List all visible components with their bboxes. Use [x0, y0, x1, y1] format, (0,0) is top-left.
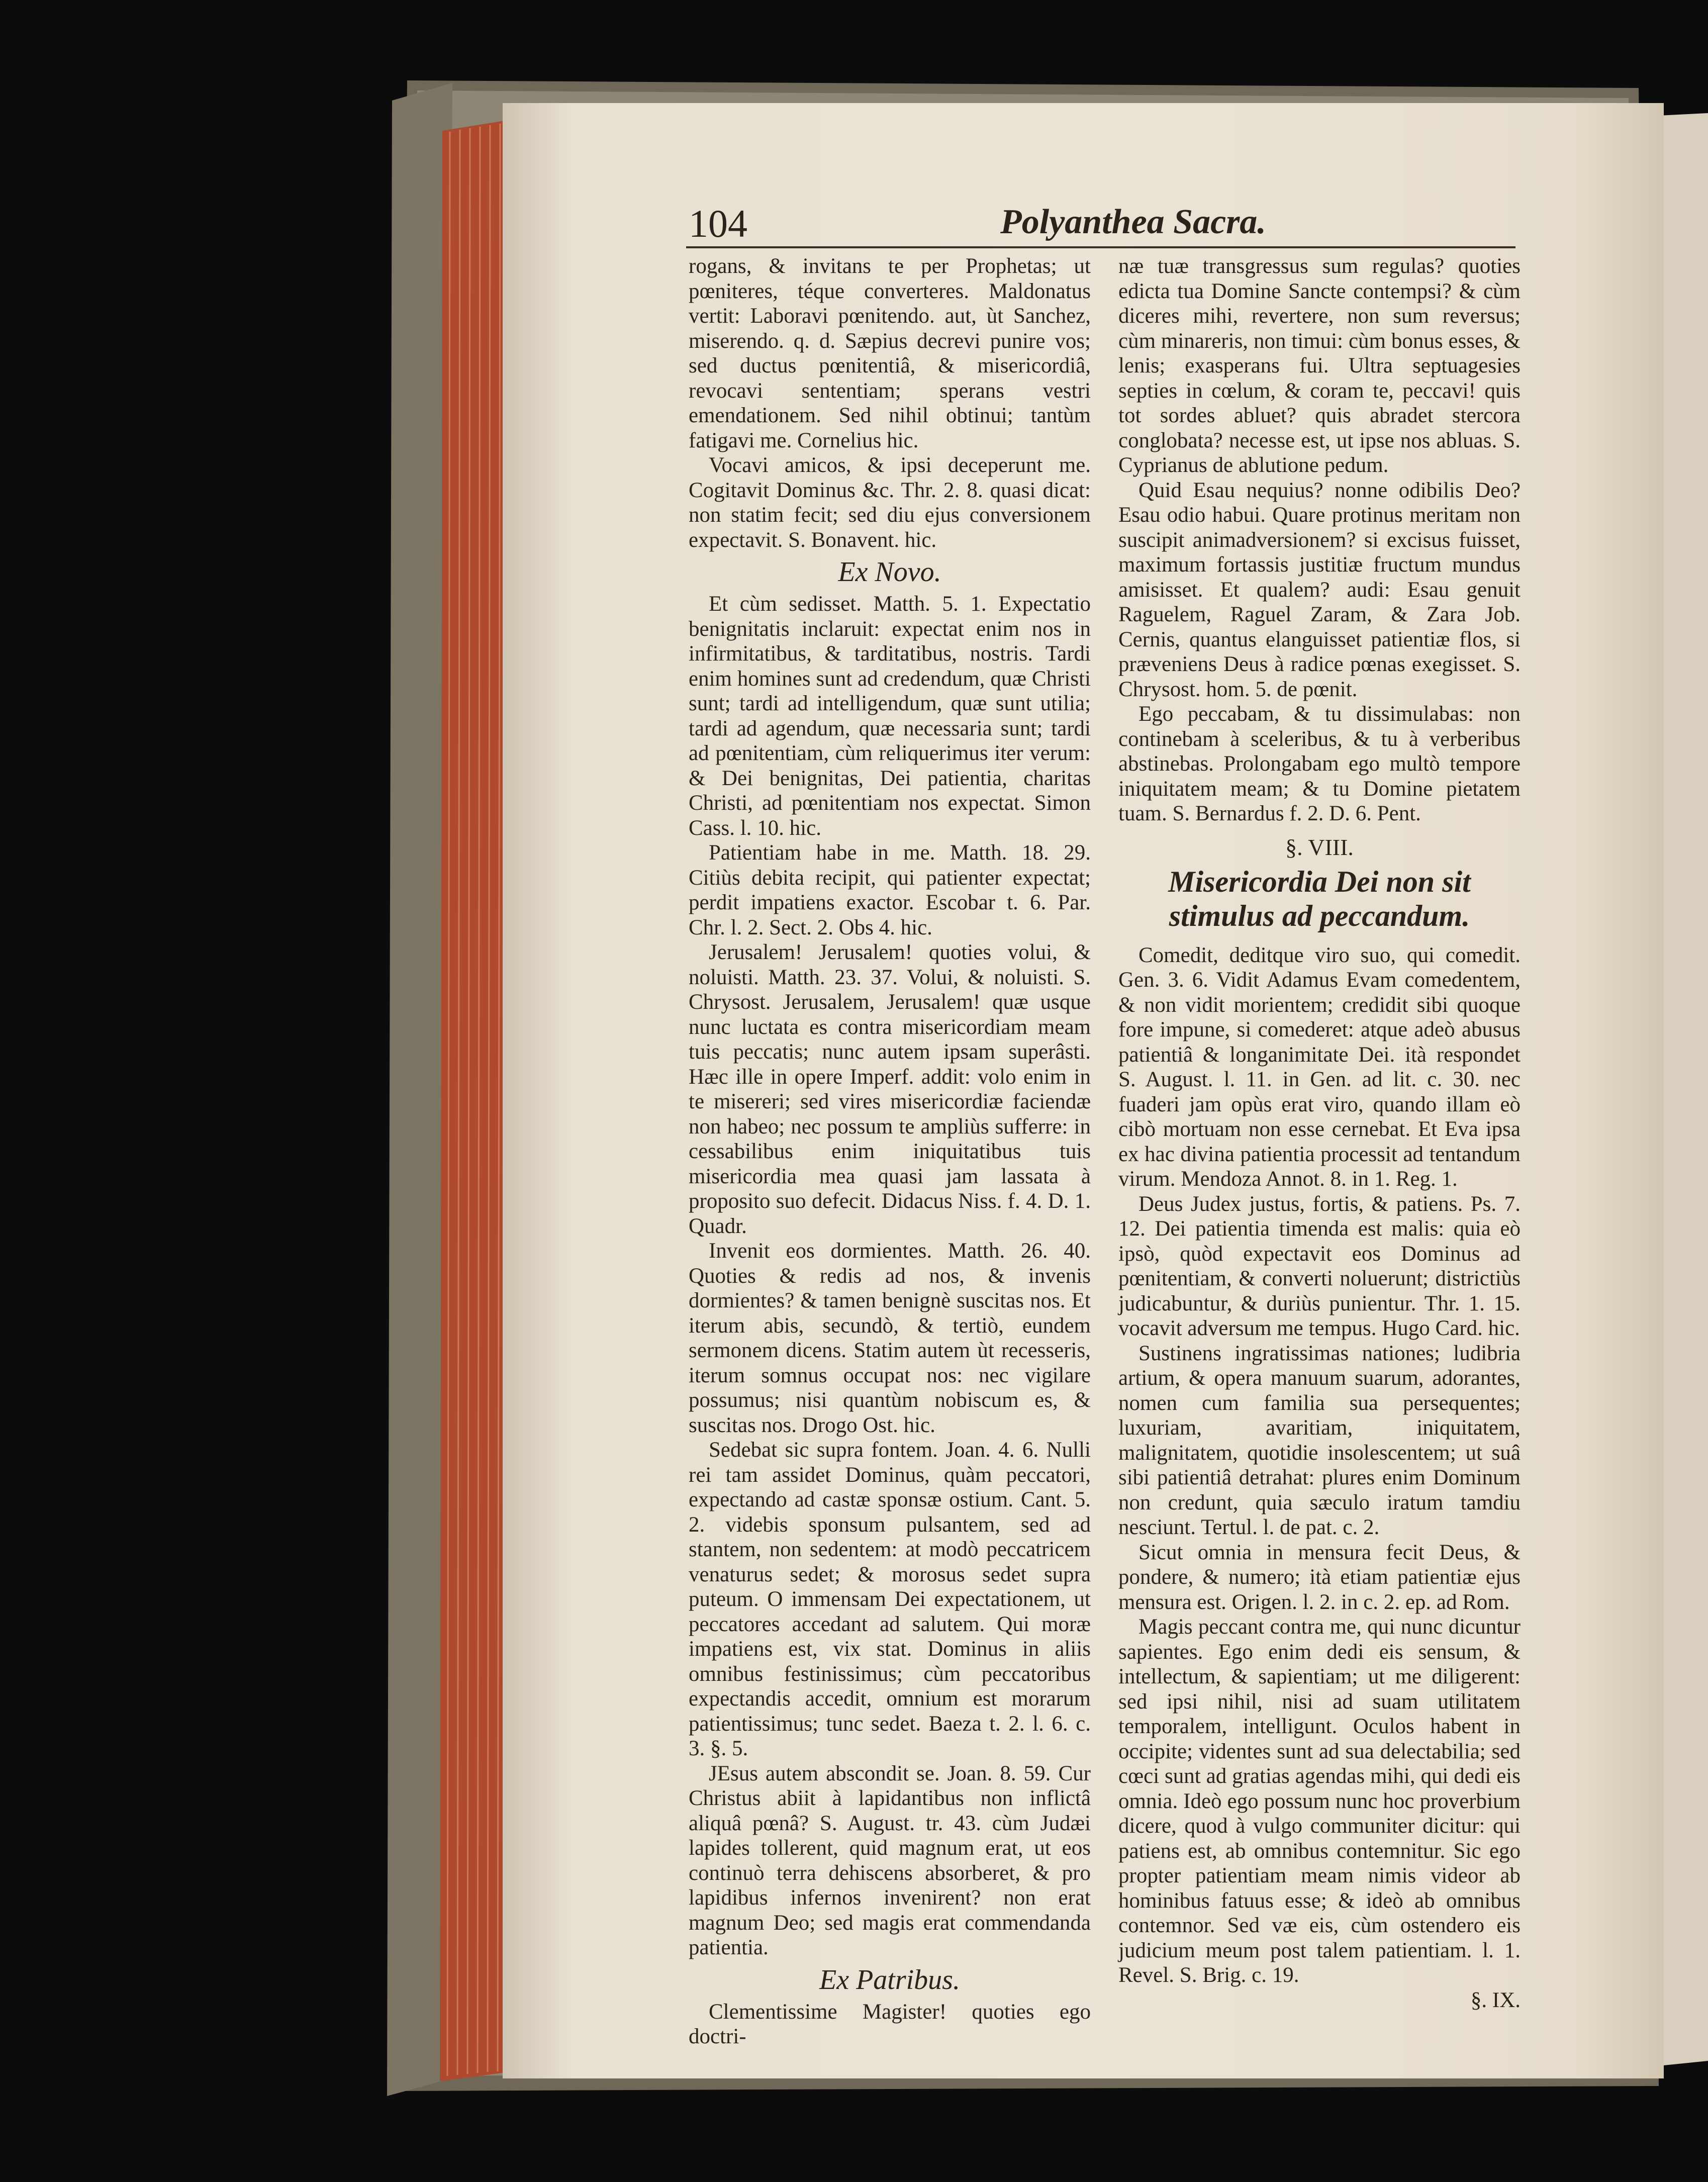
header-rule	[686, 246, 1515, 248]
paragraph: Vocavi amicos, & ipsi deceperunt me. Cogitavit Dominus &c. Thr. 2. 8. quasi dicat: non statim fecit; sed diu ejus conversionem expectavit. S. Bonavent. hic.	[689, 453, 1091, 552]
paragraph: Sustinens ingratissimas nationes; ludibria artium, & opera manuum suarum, adorantes, nomen cum familia sua persequentes; luxuriam, avaritiam, iniquitatem, malignitatem, quotidie insolescentem; ut suâ sibi patientiâ detrahat: plures enim Dominum non credunt, quia sæculo iratum tamdiu nesciunt. Tertul. l. de pat. c. 2.	[1118, 1341, 1521, 1539]
paragraph: næ tuæ transgressus sum regulas? quoties edicta tua Domine Sancte contempsi? & cùm diceres mihi, revertere, non sum reversus; cùm minareris, non timui: cùm bonus esses, & lenis; exasperans fui. Ultra septuagesies septies in cœlum, & coram te, peccavi! quis tot sordes abluet? quis abradet stercora conglobata? necesse est, ut ipse nos abluas. S. Cyprianus de ablutione pedum.	[1118, 254, 1521, 477]
paragraph: Sedebat sic supra fontem. Joan. 4. 6. Nulli rei tam assidet Dominus, quàm peccatori, expectando ad castæ sponsæ ostium. Cant. 5. 2. videbis sponsum pulsantem, sed ad stantem, non sedentem: at modò peccatricem venaturus sedet; & morosus sedet supra puteum. O immensam Dei expectationem, ut peccatores accedant ad salutem. Qui moræ impatiens est, vix stat. Dominus in aliis omnibus festinissimus; cùm peccatoribus expectandis accedit, omnium est morarum patientissimus; tunc sedet. Baeza t. 2. l. 6. c. 3. §. 5.	[689, 1438, 1091, 1760]
paragraph: Quid Esau nequius? nonne odibilis Deo? Esau odio habui. Quare protinus meritam non suscipit animadversionem? si excisus fuisset, maximum fortassis justitiæ fructum mundus amisisset. Et qualem? audi: Esau genuit Raguelem, Raguel Zaram, & Zara Job. Cernis, quantus elanguisset patientiæ flos, si præveniens Deus à radice pœnas exegisset. S. Chrysost. hom. 5. de pœnit.	[1118, 478, 1521, 701]
paragraph: Ego peccabam, & tu dissimulabas: non continebam à sceleribus, & tu à verberibus abstinebas. Prolongabam ego multò tempore iniquitatem meam; & tu Domine pietatem tuam. S. Bernardus f. 2. D. 6. Pent.	[1118, 702, 1521, 825]
chapter-title: Misericordia Dei non sit stimulus ad peccandum.	[1168, 865, 1471, 932]
paragraph: rogans, & invitans te per Prophetas; ut pœniteres, téque converteres. Maldonatus vertit: Laboravi pœnitendo. aut, ùt Sanchez, miserendo. q. d. Sæpius decrevi punire vos; sed ductus pœnitentiâ, & misericordiâ, revocavi sententiam; sperans vestri emendationem. Sed nihil obtinui; tantùm fatigavi me. Cornelius hic.	[689, 254, 1091, 452]
paragraph: Deus Judex justus, fortis, & patiens. Ps. 7. 12. Dei patientia timenda est malis: quia eò ipsò, quòd expectavit eos Dominus ad pœnitentiam, & converti noluerunt; districtiùs judicabuntur, & duriùs punientur. Thr. 1. 15. vocavit adversum me tempus. Hugo Card. hic.	[1118, 1192, 1521, 1340]
section-heading: Ex Novo.	[838, 556, 941, 588]
paragraph: Sicut omnia in mensura fecit Deus, & pondere, & numero; ità etiam patientiæ ejus mensura est. Origen. l. 2. in c. 2. ep. ad Rom.	[1118, 1540, 1521, 1614]
paragraph: Patientiam habe in me. Matth. 18. 29. Citiùs debita recipit, qui patienter expectat; perdit impatiens exactor. Escobar t. 6. Par. Chr. l. 2. Sect. 2. Obs 4. hic.	[689, 841, 1091, 939]
paragraph: Invenit eos dormientes. Matth. 26. 40. Quoties & redis ad nos, & invenis dormientes? & tamen benignè suscitas nos. Et iterum abis, secundò, & tertiò, eundem sermonem dicens. Statim autem ùt recesseris, iterum somnus occupat nos: nec vigilare possumus; nisi quantùm nobiscum es, & suscitas nos. Drogo Ost. hic.	[689, 1239, 1091, 1437]
catchword: §. IX.	[1470, 1988, 1521, 2012]
running-header	[689, 201, 1513, 251]
paragraph: Clementissime Magister! quoties ego doctri-	[689, 2000, 1091, 2048]
section-number: §. VIII.	[1285, 834, 1354, 860]
paragraph: Jerusalem! Jerusalem! quoties volui, & noluisti. Matth. 23. 37. Volui, & noluisti. S. Chrysost. Jerusalem, Jerusalem! quæ usque nunc luctata es contra misericordiam meam tuis peccatis; nunc autem ipsam superâsti. Hæc ille in opere Imperf. addit: volo enim in te misereri; sed vires misericordiæ faciendæ non habeo; nec possum te ampliùs sufferre: in cessabilibus enim iniquitatibus tuis misericordia mea quasi jam lassata à proposito suo defecit. Didacus Niss. f. 4. D. 1. Quadr.	[689, 940, 1091, 1238]
section-heading: Ex Patribus.	[819, 1964, 960, 1996]
right-column	[1118, 254, 1521, 2012]
paragraph: Et cùm sedisset. Matth. 5. 1. Expectatio benignitatis inclaruit: expectat enim nos in infirmitatibus, & tarditatibus, nostris. Tardi enim homines sunt ad credendum, quæ Christi sunt; tardi ad intelligendum, quæ sunt utilia; tardi ad agendum, quæ necessaria sunt; tardi ad pœnitentiam, cùm reliquerimus iter verum: & Dei benignitas, Dei patientia, charitas Christi, ad pœnitentiam nos expectat. Simon Cass. l. 10. hic.	[689, 592, 1091, 840]
paragraph: JEsus autem abscondit se. Joan. 8. 59. Cur Christus abiit à lapidantibus non inflictâ aliquâ pœnâ? S. August. tr. 43. cùm Judæi lapides tollerent, quid magnum erat, ut eos continuò terra dehiscens absorberet, & pro lapidibus infernos invenirent? non erat magnum Deo; sed magis erat commendanda patientia.	[689, 1761, 1091, 1959]
page-number: 104	[689, 202, 747, 245]
paragraph: Comedit, deditque viro suo, qui comedit. Gen. 3. 6. Vidit Adamus Evam comedentem, & non vidit morientem; credidit sibi quoque fore impune, si comederet: atque adeò abusus patientiâ & longanimitate Dei. ità respondet S. August. l. 11. in Gen. ad lit. c. 30. nec fuaderi jam opùs erat viro, quando illam eò cibò mortuam non esse cernebat. Et Eva ipsa ex hac divina patientia processit ad tentandum virum. Mendoza Annot. 8. in 1. Reg. 1.	[1118, 943, 1521, 1191]
left-column	[689, 254, 1091, 2048]
paragraph: Magis peccant contra me, qui nunc dicuntur sapientes. Ego enim dedi eis sensum, & intellectum, & sapientiam; ut me diligerent: sed ipsi nihil, nisi ad suam utilitatem temporalem, intelligunt. Oculos habent in occipite; videntes sunt ad sua delectabilia; sed cœci sunt ad gratias agendas mihi, qui dedi eis omnia. Ideò ego possum nunc hoc proverbium dicere, quod à vulgo communiter dicitur: qui patiens est, ab omnibus contemnitur. Sic ego propter patientiam meam nimis videor ab hominibus fatuus esse; & ideò ab omnibus contemnor. Sed væ eis, cùm ostendero eis judicium meum post talem patientiam. l. 1. Revel. S. Brig. c. 19.	[1118, 1615, 1521, 1987]
running-title: Polyanthea Sacra.	[1000, 203, 1266, 241]
